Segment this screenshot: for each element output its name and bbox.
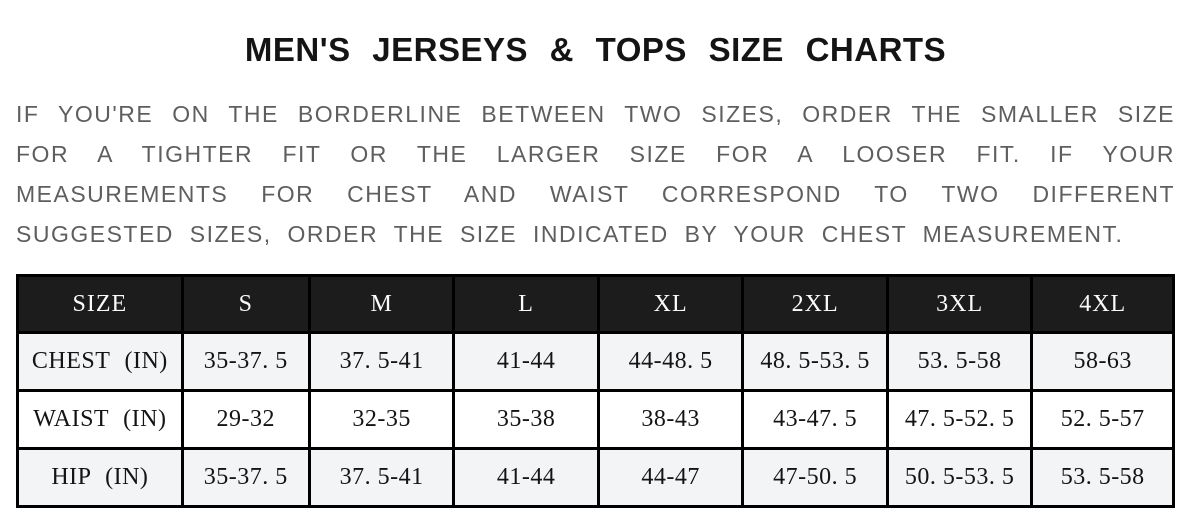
table-row-chest [18,333,1174,391]
header-cell-4xl: 4XL [1032,276,1174,333]
header-cell-xl: XL [598,276,743,333]
table-cell: 37. 5-41 [309,333,454,391]
table-cell: 29-32 [182,391,309,449]
table-cell: 53. 5-58 [1032,449,1174,507]
table-row-hip [18,449,1174,507]
table-cell: 32-35 [309,391,454,449]
size-table-header-row [18,276,1174,333]
row-label-waist: WAIST (IN) [18,391,183,449]
header-cell-2xl: 2XL [743,276,888,333]
size-table [16,274,1175,508]
header-cell-m: M [309,276,454,333]
table-cell: 38-43 [598,391,743,449]
header-cell-l: L [454,276,599,333]
table-cell: 41-44 [454,333,599,391]
table-cell: 47. 5-52. 5 [887,391,1032,449]
size-chart-page [0,32,1191,510]
page-title: MEN'S JERSEYS & TOPS SIZE CHARTS [244,31,947,68]
table-cell: 53. 5-58 [887,333,1032,391]
header-cell-size: SIZE [18,276,183,333]
table-cell: 52. 5-57 [1032,391,1174,449]
intro-paragraph: IF YOU'RE ON THE BORDERLINE BETWEEN TWO SIZES, ORDER THE SMALLER SIZE FOR A TIGHTER FIT OR THE LARGER SIZE FOR A LOOSER FIT. IF YOUR MEASUREMENTS FOR CHEST AND WAIST CORRESPOND TO TWO DIFFERENT SUGGESTED SIZES, ORDER THE SIZE INDICATED BY YOUR CHEST MEASUREMENT. [16,101,1175,247]
table-cell: 35-37. 5 [182,333,309,391]
table-cell: 50. 5-53. 5 [887,449,1032,507]
table-cell: 37. 5-41 [309,449,454,507]
table-cell: 35-37. 5 [182,449,309,507]
header-cell-3xl: 3XL [887,276,1032,333]
row-label-hip: HIP (IN) [18,449,183,507]
table-cell: 48. 5-53. 5 [743,333,888,391]
table-cell: 35-38 [454,391,599,449]
row-label-chest: CHEST (IN) [18,333,183,391]
table-cell: 44-47 [598,449,743,507]
table-cell: 44-48. 5 [598,333,743,391]
table-cell: 41-44 [454,449,599,507]
table-row-waist [18,391,1174,449]
table-cell: 43-47. 5 [743,391,888,449]
table-cell: 47-50. 5 [743,449,888,507]
table-cell: 58-63 [1032,333,1174,391]
header-cell-s: S [182,276,309,333]
